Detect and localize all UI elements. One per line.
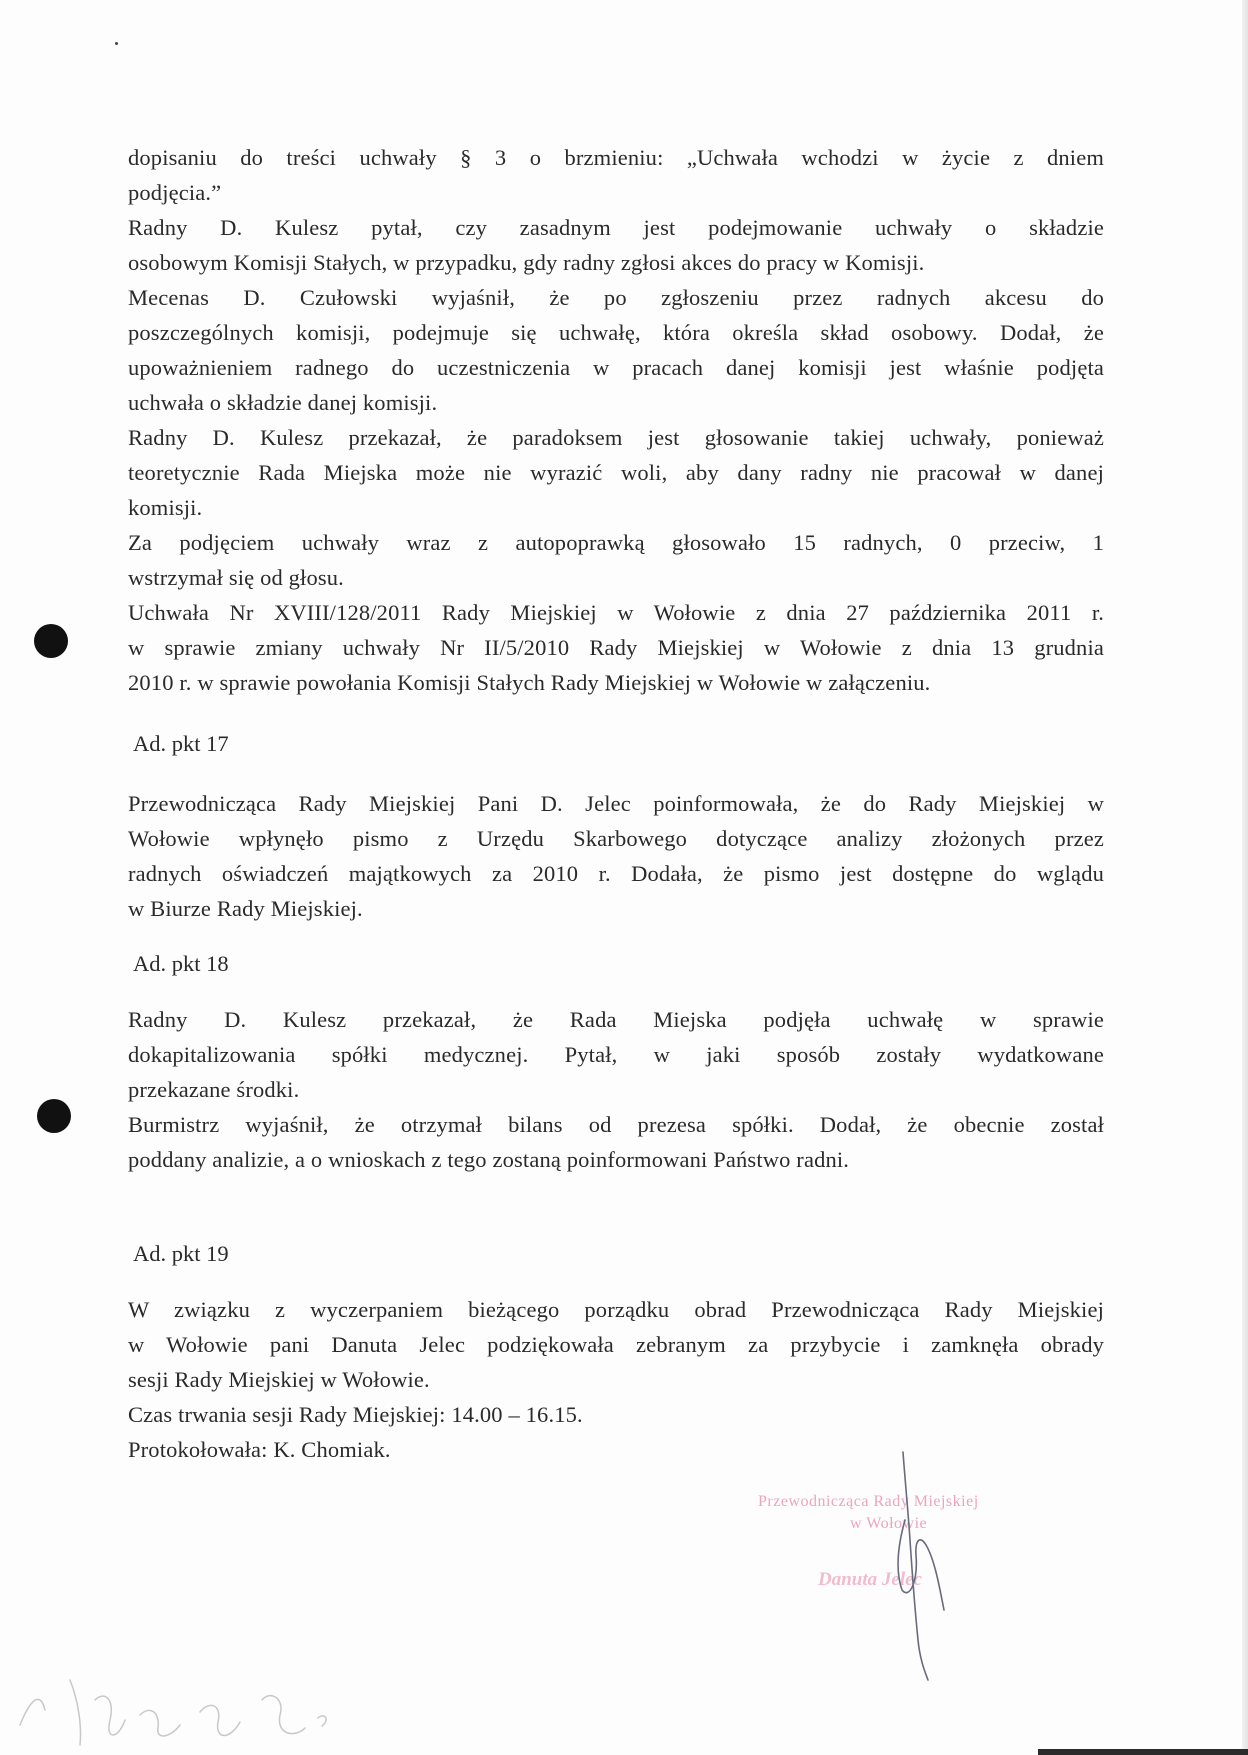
text-line: Przewodnicząca Rady Miejskiej Pani D. Jelec poinformowała, że do Rady Miejskiej w xyxy=(128,791,1104,816)
text-line: podjęcia.” xyxy=(128,180,222,205)
text-line: upoważnieniem radnego do uczestniczenia w pracach danej komisji jest właśnie podjęta xyxy=(128,355,1104,380)
text-line: poszczególnych komisji, podejmuje się uchwałę, która określa skład osobowy. Dodał, że xyxy=(128,320,1104,345)
heading-pkt-19: Ad. pkt 19 xyxy=(133,1241,229,1266)
heading-pkt-17: Ad. pkt 17 xyxy=(133,731,229,756)
text-line: w Biurze Rady Miejskiej. xyxy=(128,896,363,921)
text-line: W związku z wyczerpaniem bieżącego porządku obrad Przewodnicząca Rady Miejskiej xyxy=(128,1297,1104,1322)
text-line: Burmistrz wyjaśnił, że otrzymał bilans od prezesa spółki. Dodał, że obecnie został xyxy=(128,1112,1104,1137)
text-line: w sprawie zmiany uchwały Nr II/5/2010 Rady Miejskiej w Wołowie z dnia 13 grudnia xyxy=(128,635,1104,660)
text-line: sesji Rady Miejskiej w Wołowie. xyxy=(128,1367,430,1392)
text-line: Wołowie wpłynęło pismo z Urzędu Skarbowego dotyczące analizy złożonych przez xyxy=(128,826,1104,851)
text-line: radnych oświadczeń majątkowych za 2010 r. Dodała, że pismo jest dostępne do wglądu xyxy=(128,861,1104,886)
text-line: Czas trwania sesji Rady Miejskiej: 14.00 – 16.15. xyxy=(128,1402,583,1427)
stamp-name: Danuta Jelec xyxy=(818,1569,922,1590)
text-line: Radny D. Kulesz pytał, czy zasadnym jest podejmowanie uchwały o składzie xyxy=(128,215,1104,240)
heading-pkt-18: Ad. pkt 18 xyxy=(133,951,229,976)
signature-chairwoman-loop xyxy=(898,1520,944,1610)
text-line: Radny D. Kulesz przekazał, że paradoksem jest głosowanie takiej uchwały, ponieważ xyxy=(128,425,1104,450)
stamp-location: w Wołowie xyxy=(850,1515,928,1532)
text-line: Protokołowała: K. Chomiak. xyxy=(128,1437,391,1462)
text-line: 2010 r. w sprawie powołania Komisji Stałych Rady Miejskiej w Wołowie w załączeniu. xyxy=(128,670,931,695)
text-line: Za podjęciem uchwały wraz z autopoprawką głosowało 15 radnych, 0 przeciw, 1 xyxy=(128,530,1104,555)
text-line: teoretycznie Rada Miejska może nie wyrazić woli, aby dany radny nie pracował w danej xyxy=(128,460,1104,485)
text-line: Radny D. Kulesz przekazał, że Rada Miejska podjęła uchwałę w sprawie xyxy=(128,1007,1104,1032)
text-line: osobowym Komisji Stałych, w przypadku, gdy radny zgłosi akces do pracy w Komisji. xyxy=(128,250,925,275)
signature-chairwoman xyxy=(903,1452,928,1680)
text-line: wstrzymał się od głosu. xyxy=(128,565,344,590)
text-line: przekazane środki. xyxy=(128,1077,300,1102)
signature-bottom-left xyxy=(20,1680,326,1745)
text-line: uchwała o składzie danej komisji. xyxy=(128,390,438,415)
text-line: dokapitalizowania spółki medycznej. Pytał, w jaki sposób zostały wydatkowane xyxy=(128,1042,1104,1067)
text-line: Uchwała Nr XVIII/128/2011 Rady Miejskiej w Wołowie z dnia 27 października 2011 r. xyxy=(128,600,1104,625)
text-line: poddany analizie, a o wnioskach z tego zostaną poinformowani Państwo radni. xyxy=(128,1147,850,1172)
text-line: w Wołowie pani Danuta Jelec podziękowała zebranym za przybycie i zamknęła obrady xyxy=(128,1332,1104,1357)
stamp-title: Przewodnicząca Rady Miejskiej xyxy=(758,1493,979,1510)
text-line: komisji. xyxy=(128,495,203,520)
text-line: dopisaniu do treści uchwały § 3 o brzmieniu: „Uchwała wchodzi w życie z dniem xyxy=(128,145,1104,170)
text-line: Mecenas D. Czułowski wyjaśnił, że po zgłoszeniu przez radnych akcesu do xyxy=(128,285,1104,310)
